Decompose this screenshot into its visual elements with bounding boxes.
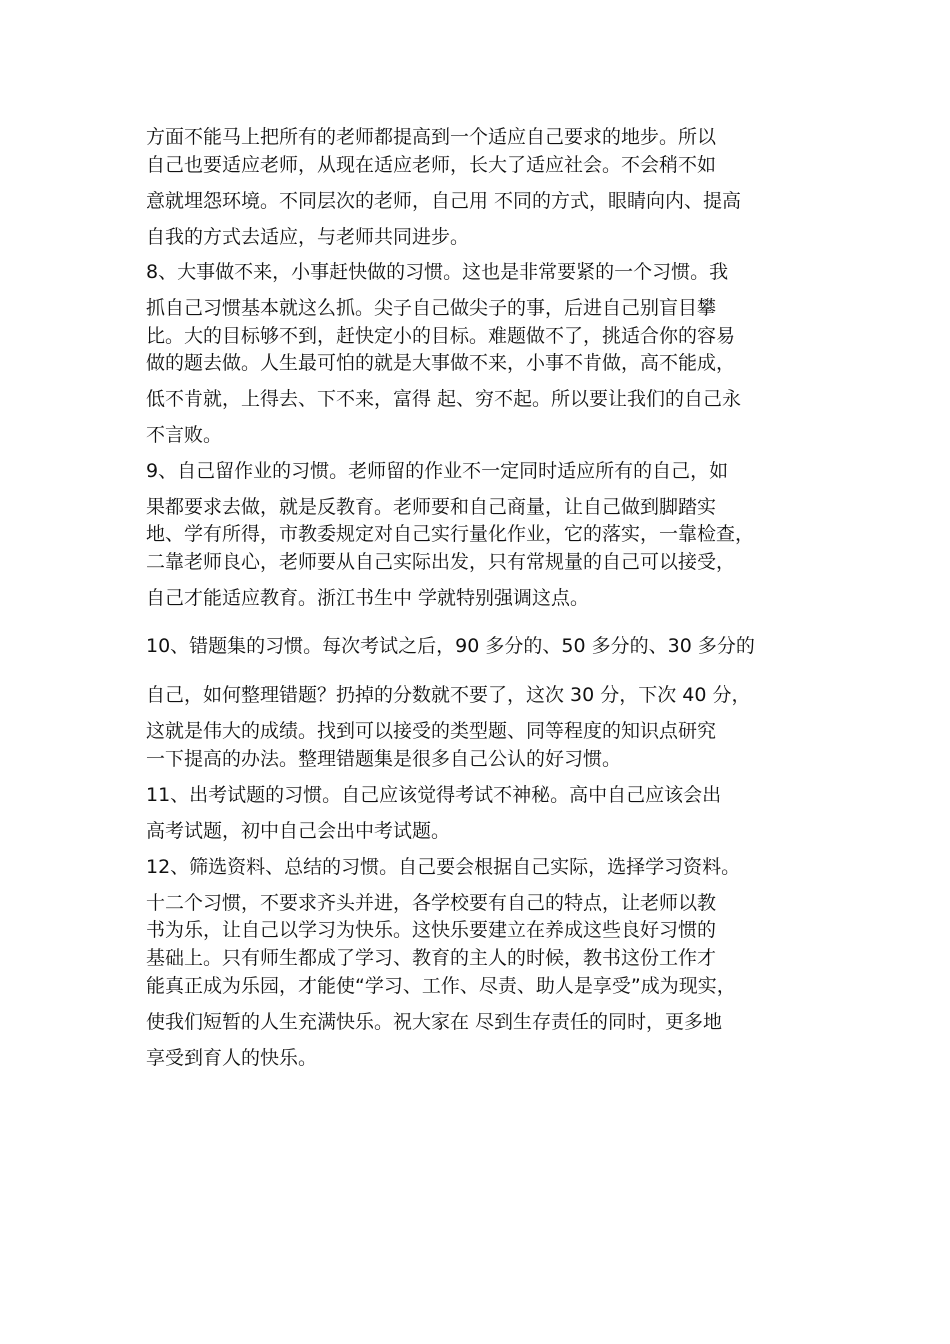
text-line: 能真正成为乐园，才能使“学习、工作、尽责、助人是享受”成为现实， bbox=[146, 975, 736, 997]
text-line: 书为乐，让自己以学习为快乐。这快乐要建立在养成这些良好习惯的 bbox=[146, 919, 717, 941]
text-line: 自己，如何整理错题？扔掉的分数就不要了，这次 30 分，下次 40 分， bbox=[146, 684, 751, 706]
text-line: 11、出考试题的习惯。自己应该觉得考试不神秘。高中自己应该会出 bbox=[146, 784, 722, 806]
text-line: 12、筛选资料、总结的习惯。自己要会根据自己实际，选择学习资料。 bbox=[146, 856, 741, 878]
text-line: 一下提高的办法。整理错题集是很多自己公认的好习惯。 bbox=[146, 748, 622, 770]
text-line: 比。大的目标够不到，赶快定小的目标。难题做不了，挑适合你的容易 bbox=[146, 325, 736, 347]
text-line: 二靠老师良心，老师要从自己实际出发，只有常规量的自己可以接受， bbox=[146, 551, 736, 573]
text-line: 方面不能马上把所有的老师都提高到一个适应自己要求的地步。所以 bbox=[146, 126, 717, 148]
text-line: 这就是伟大的成绩。找到可以接受的类型题、同等程度的知识点研究 bbox=[146, 720, 717, 742]
text-line: 抓自己习惯基本就这么抓。尖子自己做尖子的事，后进自己别盲目攀 bbox=[146, 297, 717, 319]
text-line: 做的题去做。人生最可怕的就是大事做不来，小事不肯做，高不能成， bbox=[146, 352, 736, 374]
text-line: 果都要求去做，就是反教育。老师要和自己商量，让自己做到脚踏实 bbox=[146, 496, 717, 518]
text-line: 低不肯就，上得去、下不来，富得 起、穷不起。所以要让我们的自己永 bbox=[146, 388, 742, 410]
text-line: 十二个习惯，不要求齐头并进，各学校要有自己的特点，让老师以教 bbox=[146, 892, 717, 914]
text-line: 自己也要适应老师，从现在适应老师，长大了适应社会。不会稍不如 bbox=[146, 154, 717, 176]
text-line: 基础上。只有师生都成了学习、教育的主人的时候，教书这份工作才 bbox=[146, 947, 717, 969]
text-line: 8、大事做不来，小事赶快做的习惯。这也是非常要紧的一个习惯。我 bbox=[146, 261, 729, 283]
text-line: 地、学有所得，市教委规定对自己实行量化作业，它的落实，一靠检查， bbox=[146, 523, 755, 545]
text-line: 高考试题，初中自己会出中考试题。 bbox=[146, 820, 451, 842]
text-line: 10、错题集的习惯。每次考试之后，90 多分的、50 多分的、30 多分的 bbox=[146, 635, 755, 657]
text-line: 享受到育人的快乐。 bbox=[146, 1047, 318, 1069]
text-line: 使我们短暂的人生充满快乐。祝大家在 尽到生存责任的同时，更多地 bbox=[146, 1011, 723, 1033]
text-line: 不言败。 bbox=[146, 424, 223, 446]
text-line: 9、自己留作业的习惯。老师留的作业不一定同时适应所有的自己，如 bbox=[146, 460, 729, 482]
text-line: 意就埋怨环境。不同层次的老师，自己用 不同的方式，眼睛向内、提高 bbox=[146, 190, 742, 212]
text-line: 自我的方式去适应，与老师共同进步。 bbox=[146, 226, 470, 248]
text-line: 自己才能适应教育。浙江书生中 学就特别强调这点。 bbox=[146, 587, 590, 609]
